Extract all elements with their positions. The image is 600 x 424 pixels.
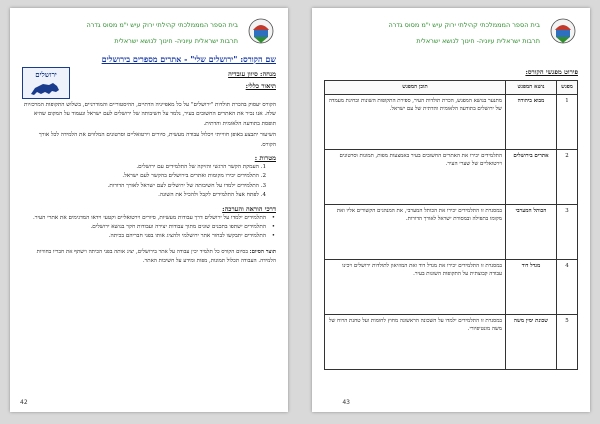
header-subtitle: תרבות ישראלית עיוניה- חינוך לנושא ישראלית bbox=[114, 37, 238, 45]
goal-item: 1. העמקת הקשר הרגשי והזיקה של התלמידים עם ירושלים. bbox=[136, 164, 266, 171]
column-header: נושא המפגש bbox=[506, 81, 557, 95]
session-number: 1 bbox=[557, 94, 578, 149]
method-text: התלמידים יתבקשו לבחור אתר ירושלמי ולהציג אותו בפני חבריהם בכיתה. bbox=[108, 233, 266, 240]
header-school-name: בית הספר המממלכתי קהילתי ירוק עיש י"מ מסוס גדרה bbox=[388, 21, 540, 29]
goals-list bbox=[22, 163, 276, 201]
page-right bbox=[312, 8, 590, 412]
bullet-icon: • bbox=[271, 224, 275, 231]
method-text: התלמידים ישתפו בתכנים שונים מתוך עבודות יצירה ועבודות חקר בנושא ירושלים. bbox=[90, 224, 266, 231]
general-description-text-2: השיעור יתבצע באופן חווייתי ויכלול עבודה מעשית, סיורים וירטואליים וסרטונים המלווים את הלמידה לכל אורך הקורס. bbox=[38, 132, 276, 148]
page-header bbox=[312, 16, 590, 50]
table-row bbox=[325, 314, 578, 369]
session-content-text: מתנער בנושא המפגש, הכרת תולדות העיר, ספירת התקופות השונות ובחינת מעמדה של ירושלים בתודעה הלאומית והדתית של עם ישראל. bbox=[328, 97, 502, 113]
bullet-icon: • bbox=[271, 233, 275, 240]
bullet-icon: • bbox=[271, 214, 275, 221]
lion-icon bbox=[29, 80, 63, 96]
session-number: 2 bbox=[557, 149, 578, 204]
table-row bbox=[325, 149, 578, 204]
table-header-row bbox=[325, 81, 578, 95]
page-header bbox=[10, 16, 288, 50]
header-school-name: בית הספר המממלכתי קהילתי ירוק עיש י"מ מסוס גדרה bbox=[86, 21, 238, 29]
table-row bbox=[325, 94, 578, 149]
session-content bbox=[325, 314, 506, 369]
table-caption: פירוט מפגשי הקורס: bbox=[525, 68, 578, 76]
column-header: מפגש bbox=[557, 81, 578, 95]
methods-list bbox=[22, 214, 276, 242]
course-title: שם הקורס: "ירושלים שלי" - אתרים מספרים בירושלים bbox=[101, 54, 276, 64]
session-number: 3 bbox=[557, 204, 578, 259]
teacher-name: מנחה: סיוון עובדיה bbox=[228, 70, 276, 78]
session-number: 5 bbox=[557, 314, 578, 369]
method-text: התלמידים ילמדו על ירושלים דרך עבודות מעשיות, סיורים וירטואליים וקטעי וידאו המדגימים את אתרי העיר. bbox=[33, 214, 266, 221]
page-number: 43 bbox=[342, 399, 350, 406]
sessions-table bbox=[324, 80, 578, 370]
session-topic: מבוא ביהודה bbox=[506, 94, 557, 149]
page-left bbox=[10, 8, 288, 412]
header-subtitle: תרבות ישראלית עיוניה- חינוך לנושא ישראלית bbox=[416, 37, 540, 45]
session-content bbox=[325, 259, 506, 314]
emblem-label: ירושלים bbox=[35, 70, 57, 79]
column-header: תוכן המפגש bbox=[325, 81, 506, 95]
session-content-text: התלמידים יכירו את האתרים החשובים בעיר באמצעות מפות, תמונות וסרטונים וירטואליים של שערי העיר. bbox=[339, 152, 502, 168]
session-topic: הכותל המערבי bbox=[506, 204, 557, 259]
final-product-note bbox=[22, 248, 276, 266]
session-content-text: במסגרת זו התלמידים יכירו את מגדל דוד ואת המוזיאון לתולדות ירושלים ויכינו עבודה קבוצתית על התקופות השונות בעיר. bbox=[342, 262, 502, 278]
goals-heading: מטרות : bbox=[254, 154, 276, 163]
page-number: 42 bbox=[20, 399, 28, 406]
method-item bbox=[22, 232, 275, 241]
session-topic: שכונת ימין משה bbox=[506, 314, 557, 369]
session-topic: מגדל דוד bbox=[506, 259, 557, 314]
session-topic: אתרים בירושלים bbox=[506, 149, 557, 204]
goal-item: 3. התלמידים ילמדו על חשיבותה של ירושלים לעם ישראל לאורך הדורות. bbox=[107, 182, 266, 189]
goal-item: 2. התלמידים יכירו מקומות ואתרים בירושלים בהקשר לעם ישראל. bbox=[122, 173, 266, 180]
session-content bbox=[325, 149, 506, 204]
jerusalem-emblem-image bbox=[22, 67, 70, 99]
general-description-text: הקורס יעסוק בהכרת תולדות "ירושלים" על כל מאפייניה הדתיים, ההיסטוריים והמודרניים, בשלוש התקופות המרכזיות שלה. אנו נכיר את האתרים החשובים בעיר, נלמד על חשיבותה של ירושלים לעם ישראל ונעמוד על המקום שהיא תופסת בתודעה הלאומית והדתית. bbox=[23, 102, 276, 127]
goal-item: 4. לפתח אצל התלמידים לקבל ולהכיל את השונה. bbox=[158, 192, 266, 199]
school-logo-icon bbox=[248, 18, 274, 44]
general-description-heading: תיאור כללי: bbox=[245, 82, 276, 90]
session-content bbox=[325, 204, 506, 259]
table-row bbox=[325, 259, 578, 314]
session-content bbox=[325, 94, 506, 149]
method-item bbox=[22, 214, 275, 223]
final-product-text: בסיום הקורס כל תלמיד יכין עבודה על אתר בירושלים, יציג אותה בפני הכיתה וישתף את חבריו בחוויות הלמידה. העבודה תכלול תמונות, מפות ומידע על חשיבות האתר. bbox=[36, 248, 276, 264]
session-content-text: במסגרת זו התלמידים ילמדו על השכונה הראשונה מחוץ לחומות ועל טחנת הרוח של משה מונטיפיורי. bbox=[328, 317, 502, 333]
method-item bbox=[22, 223, 275, 232]
table-row bbox=[325, 204, 578, 259]
session-number: 4 bbox=[557, 259, 578, 314]
session-content-text: במסגרת זו התלמידים יכירו את הכותל המערבי, את המנהגים הקשורים אליו ואת מקומו בתפילה ובמסורת ישראל לאורך הדורות. bbox=[336, 207, 502, 223]
final-product-label: תוצר הסיום: bbox=[249, 248, 276, 255]
methods-heading: דרכי הוראה והערכה: bbox=[222, 204, 276, 213]
school-logo-icon bbox=[550, 18, 576, 44]
